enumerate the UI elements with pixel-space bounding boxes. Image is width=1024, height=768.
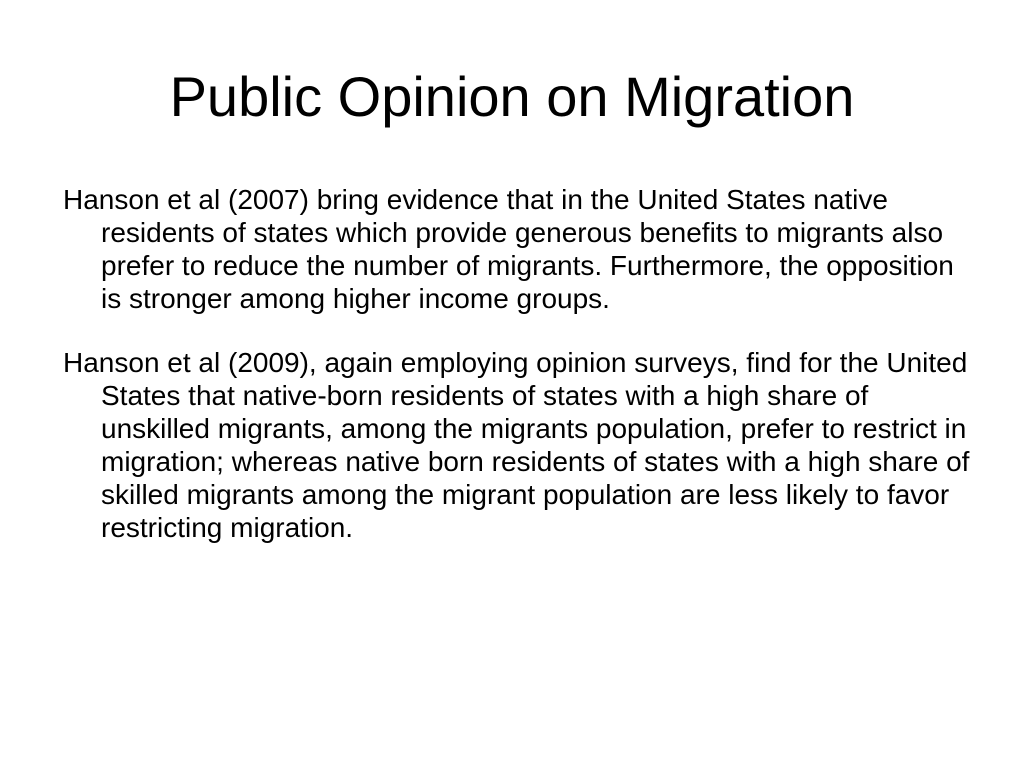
paragraph-hanson-2007 bbox=[63, 183, 973, 315]
slide-title: Public Opinion on Migration bbox=[169, 65, 855, 128]
paragraph-text: Hanson et al (2007) bring evidence that in the United States native residents of states which provide generous benefits to migrants also prefer to reduce the number of migrants. Furthermore, the opposition is stronger among higher income groups. bbox=[63, 184, 954, 314]
paragraph-text: Hanson et al (2009), again employing opinion surveys, find for the United States that native-born residents of states with a high share of unskilled migrants, among the migrants population, prefer to restrict in migration; whereas native born residents of states with a high share of skilled migrants among the migrant population are less likely to favor restricting migration. bbox=[63, 347, 970, 543]
slide-body bbox=[63, 183, 973, 544]
paragraph-hanson-2009 bbox=[63, 346, 973, 544]
